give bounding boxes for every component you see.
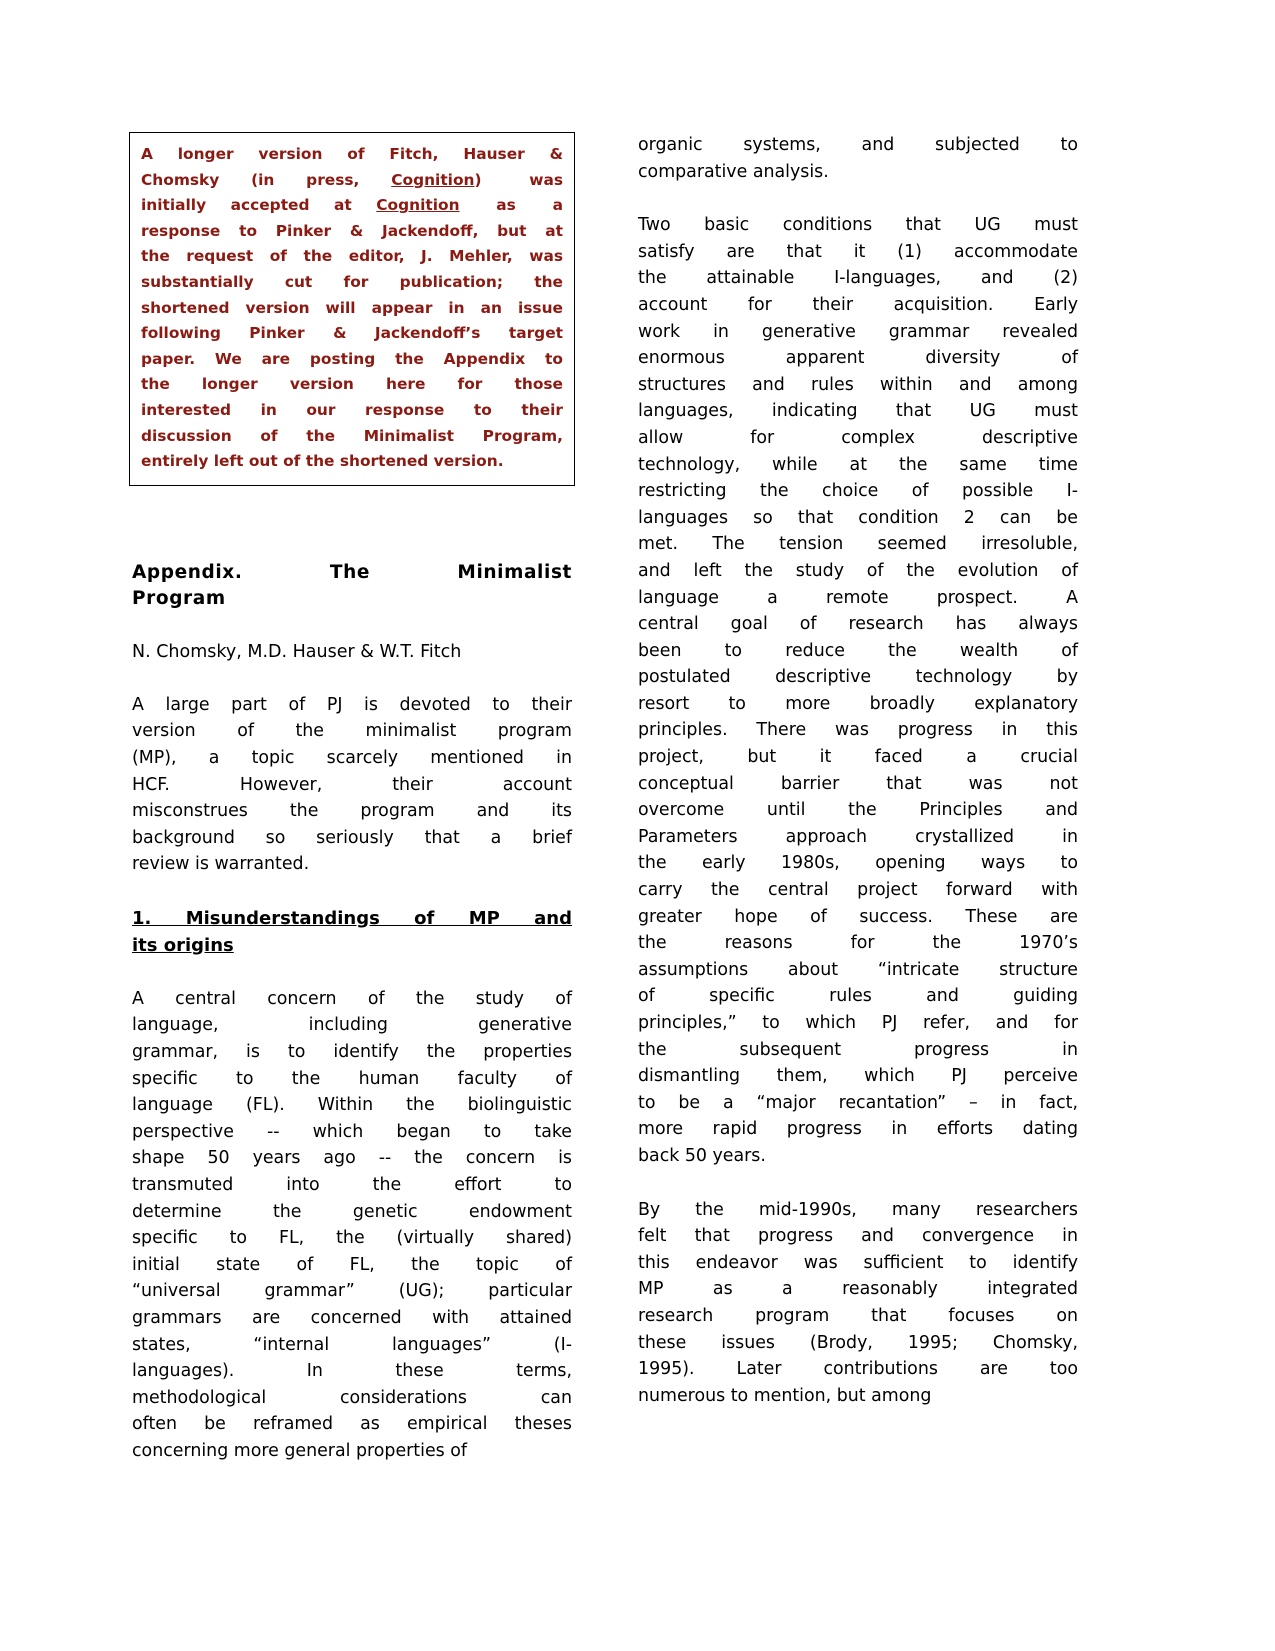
text-line: structures and rules within and among [638,374,1078,395]
cognition-underlined: Cognition [391,170,475,189]
text-line: technology, while at the same time [638,454,1078,475]
authors-line: N. Chomsky, M.D. Hauser & W.T. Fitch [132,641,462,662]
text-line: concerning more general properties of [132,1440,468,1461]
right-paragraph-2 [638,212,1078,1169]
text-line: these issues (Brody, 1995; Chomsky, [638,1332,1078,1353]
text-line: grammar, is to identify the properties [132,1042,572,1063]
text-line: central goal of research has always [638,614,1078,635]
section-heading-1 [132,905,572,959]
spacer [132,665,572,692]
text-line: language (FL). Within the biolinguistic [132,1095,572,1116]
text-line: perspective -- which began to take [132,1121,572,1142]
appendix-title-line2: Program [132,587,226,609]
notice-line: the request of the editor, J. Mehler, was [141,247,563,266]
text-line: principles. There was progress in this [638,720,1078,741]
text-line: account for their acquisition. Early [638,294,1078,315]
text-line: the attainable I-languages, and (2) [638,268,1078,289]
text-line: of specific rules and guiding [638,986,1078,1007]
text-line: specific to the human faculty of [132,1068,572,1089]
text-line: “universal grammar” (UG); particular [132,1281,572,1302]
notice-line: initially accepted at Cognition as a [141,196,563,215]
text-line: shape 50 years ago -- the concern is [132,1148,572,1169]
text-line: restricting the choice of possible I- [638,481,1078,502]
left-paragraph-2 [132,986,572,1465]
text-line: comparative analysis. [638,161,829,182]
text-line: MP as a reasonably integrated [638,1279,1078,1300]
text-line: enormous apparent diversity of [638,348,1078,369]
right-paragraph-3 [638,1197,1078,1410]
text-line: determine the genetic endowment [132,1201,572,1222]
text-line: languages). In these terms, [132,1361,572,1382]
text-line: felt that progress and convergence in [638,1226,1078,1247]
text-line: and left the study of the evolution of [638,560,1078,581]
editorial-notice-box [129,132,575,486]
appendix-title-line1: Appendix. The Minimalist [132,561,572,583]
text-line: review is warranted. [132,854,310,875]
text-line: research program that focuses on [638,1305,1078,1326]
text-line: to be a “major recantation” – in fact, [638,1092,1078,1113]
text-line: (MP), a topic scarcely mentioned in [132,747,572,768]
text-line: background so seriously that a brief [132,827,572,848]
notice-line: Chomsky (in press, Cognition) was [141,170,563,189]
text-line: met. The tension seemed irresoluble, [638,534,1078,555]
text-line: conceptual barrier that was not [638,773,1078,794]
notice-line: response to Pinker & Jackendoff, but at [141,221,563,240]
editorial-notice-text [141,142,563,475]
text-line: been to reduce the wealth of [638,640,1078,661]
text-line: project, but it faced a crucial [638,747,1078,768]
text-line: postulated descriptive technology by [638,667,1078,688]
text-line: specific to FL, the (virtually shared) [132,1228,572,1249]
text-line: languages so that condition 2 can be [638,507,1078,528]
text-line: dismantling them, which PJ perceive [638,1066,1078,1087]
text-line: carry the central project forward with [638,880,1078,901]
text-line: assumptions about “intricate structure [638,959,1078,980]
right-paragraph-1 [638,132,1078,185]
notice-line: the longer version here for those [141,375,563,394]
notice-line: interested in our response to their [141,400,563,419]
left-column [132,132,572,1461]
text-line: A central concern of the study of [132,988,572,1009]
text-line: organic systems, and subjected to [638,135,1078,155]
spacer [638,185,1078,212]
text-line: work in generative grammar revealed [638,321,1078,342]
notice-line: substantially cut for publication; the [141,272,563,291]
text-line: numerous to mention, but among [638,1385,932,1406]
notice-line: A longer version of Fitch, Hauser & [141,145,563,163]
text-line: Parameters approach crystallized in [638,826,1078,847]
section-heading-line1: 1. Misunderstandings of MP and [132,907,572,929]
text-line: language a remote prospect. A [638,587,1078,608]
notice-line: following Pinker & Jackendoff’s target [141,324,563,343]
left-paragraph-1 [132,692,572,878]
text-line: the subsequent progress in [638,1039,1078,1060]
spacer [132,878,572,905]
text-line: greater hope of success. These are [638,906,1078,927]
text-line: allow for complex descriptive [638,427,1078,448]
text-line: misconstrues the program and its [132,801,572,822]
text-line: By the mid-1990s, many researchers [638,1199,1078,1220]
text-line: A large part of PJ is devoted to their [132,694,572,715]
text-line: grammars are concerned with attained [132,1308,572,1328]
spacer [132,612,572,639]
text-line: transmuted into the effort to [132,1175,572,1196]
text-line: more rapid progress in efforts dating [638,1119,1078,1140]
text-line: 1995). Later contributions are too [638,1359,1078,1380]
text-line: initial state of FL, the topic of [132,1254,572,1275]
text-line: version of the minimalist program [132,721,572,742]
two-column-layout [132,132,1078,1461]
text-line: the early 1980s, opening ways to [638,853,1078,874]
text-line: the reasons for the 1970’s [638,933,1078,954]
text-line: Two basic conditions that UG must [638,215,1078,236]
notice-line: discussion of the Minimalist Program, [141,426,563,445]
text-line: language, including generative [132,1015,572,1036]
text-line: often be reframed as empirical theses [132,1414,572,1435]
text-line: languages, indicating that UG must [638,401,1078,422]
text-line: satisfy are that it (1) accommodate [638,241,1078,262]
cognition-underlined: Cognition [376,196,460,215]
spacer [132,959,572,986]
text-line: HCF. However, their account [132,774,572,795]
spacer [132,486,572,560]
text-line: principles,” to which PJ refer, and for [638,1013,1078,1033]
text-line: back 50 years. [638,1145,766,1166]
notice-line: paper. We are posting the Appendix to [141,349,563,368]
notice-line: entirely left out of the shortened version. [141,452,504,471]
spacer [638,1170,1078,1197]
notice-line: shortened version will appear in an issue [141,298,563,317]
right-column [638,132,1078,1452]
text-line: overcome until the Principles and [638,800,1078,821]
text-line: states, “internal languages” (I- [132,1334,572,1355]
appendix-title [132,560,572,612]
text-line: this endeavor was sufficient to identify [638,1252,1078,1273]
text-line: resort to more broadly explanatory [638,693,1078,714]
text-line: methodological considerations can [132,1387,572,1408]
section-heading-line2: its origins [132,934,234,956]
